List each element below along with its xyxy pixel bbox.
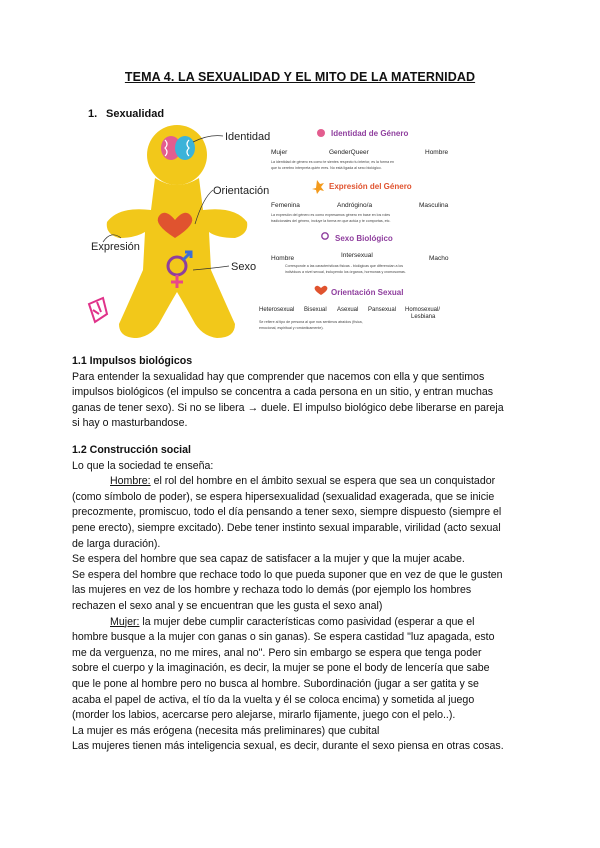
identidad-genero-heading: Identidad de Género	[331, 129, 409, 138]
section-1-2-heading: 1.2 Construcción social	[72, 444, 191, 456]
hombre-paragraph-start	[72, 474, 534, 490]
panel-sexo-biologico	[270, 233, 455, 274]
mujer-label: Mujer:	[110, 615, 140, 628]
mujer-line: sobre el cuerpo y la imaginación, es decir, la mujer se pone el body de lencería que sabe	[72, 662, 490, 675]
mujer-paragraph-start	[72, 615, 534, 631]
identidad-desc-2: que tu cerebro interpreta quién eres. No está ligada al sexo biológico.	[271, 166, 382, 170]
orientacion-scale-1: Heterosexual	[259, 307, 295, 313]
sexo-desc-1: Corresponde a las características físicas - biológicas que diferencian a los	[285, 264, 404, 268]
orientacion-scale-3: Asexual	[337, 307, 359, 313]
panel-identidad-genero	[270, 129, 455, 170]
section-1-title: Sexualidad	[106, 108, 165, 120]
mujer-first-line: la mujer debe cumplir características como pasividad (esperar a que el	[139, 615, 475, 628]
hombre-label: Hombre:	[110, 475, 151, 488]
closing-line: Las mujeres tienen más inteligencia sexual, es decir, durante el sexo piensa en otras cosas.	[72, 740, 504, 753]
figure-small-icon	[312, 180, 324, 194]
genderbread-infographic	[85, 120, 515, 345]
mujer-line: me da verguenza, no me mires, anal no". Pero sin embargo se espera que tenga poder	[72, 646, 482, 659]
hombre-line: pene erecto), siempre excitado). Debe tener instinto sexual imparable, virilidad (acto sexual	[72, 521, 501, 534]
orientacion-sexual-heading: Orientación Sexual	[331, 288, 404, 297]
orientacion-scale-5: Homosexual/	[405, 307, 441, 313]
section-1-1-line: ganas de tener sexo). Si no se libera → duele. El impulso biológico debe liberarse en pareja	[72, 401, 504, 414]
hombre-line: precozmente, promiscuo, todo el día pensando a tener sexo, siempre dispuesto (siempre el	[72, 506, 502, 519]
sexo-scale-right: Macho	[429, 255, 449, 262]
section-1-2	[72, 443, 534, 755]
sexo-biologico-heading: Sexo Biológico	[335, 234, 393, 243]
section-1-1-line: si hay o masturbandose.	[72, 417, 188, 430]
mujer-line: acaba el papel de activa, el tío da la vuelta y él se coloca encima) y sometida al juego	[72, 693, 475, 706]
sexo-scale-left: Hombre	[271, 255, 295, 262]
section-1-2-intro: Lo que la sociedad te enseña:	[72, 459, 214, 472]
hombre-line: de larga duración).	[72, 537, 161, 550]
section-1-1	[72, 354, 534, 432]
panel-expresion-genero	[270, 180, 455, 223]
section-1-1-line: impulsos biológicos (el impulso se concentra a cada persona en un sitio, y entran muchas	[72, 386, 494, 399]
closing-line: La mujer es más erógena (necesita más preliminares) que cubital	[72, 724, 380, 737]
page-title: TEMA 4. LA SEXUALIDAD Y EL MITO DE LA MATERNIDAD	[124, 70, 476, 84]
brain-small-icon	[317, 129, 325, 137]
label-orientacion: Orientación	[213, 185, 270, 197]
expresion-scale-left: Femenina	[271, 202, 300, 209]
brain-icon	[161, 136, 195, 160]
section-1-1-line: Para entender la sexualidad hay que comprender que nacemos con ella y que sentimos	[72, 370, 485, 383]
section-1-heading	[88, 108, 164, 120]
hombre-first-line: el rol del hombre en el ámbito sexual se espera que sea un conquistador	[150, 475, 496, 488]
section-1-1-heading: 1.1 Impulsos biológicos	[72, 355, 193, 367]
orientacion-desc-1: Se refiere al tipo de persona al que nos sentimos atraídos (física,	[259, 320, 363, 324]
expresion-scale-mid: Andrógino/a	[337, 202, 373, 209]
identidad-scale-left: Mujer	[271, 149, 288, 156]
sexo-desc-2: individuos a nivel sexual, incluyendo los órganos, hormonas y cromosomas.	[285, 270, 406, 274]
orientacion-scale-6: Lesbiana	[411, 314, 436, 320]
decorative-scribble	[89, 298, 107, 322]
label-expresion: Expresión	[91, 241, 140, 253]
orientacion-desc-2: emocional, espiritual y románticamente).	[259, 326, 324, 330]
mujer-line: (morder los labios, acercarse pero alejarse, mirarlo fijamente, juego con el pelo..).	[72, 709, 456, 722]
hombre-more-line: las mujeres en vez de los hombre y rechaza todo lo demás (por ejemplo los hombres	[72, 584, 472, 597]
identidad-scale-right: Hombre	[425, 149, 449, 156]
expresion-desc-2: tradicionales del género, incluye la forma en que actúa y te comportas, etc.	[271, 219, 391, 223]
hombre-line: (como símbolo de poder), se espera hipersexualidad (sexualidad exagerada, que se inicie	[72, 490, 495, 503]
orientacion-scale-2: Bisexual	[304, 307, 327, 313]
expresion-desc-1: La expresión del género es como expresamos género en base en los roles	[271, 213, 391, 217]
identidad-scale-mid: GenderQueer	[329, 149, 369, 156]
mujer-line: hombre busque a la mujer con ganas o sin ganas). Se espera castidad "luz apagada, esto	[72, 631, 495, 644]
expresion-scale-right: Masculina	[419, 202, 449, 209]
mujer-line: que le pone al hombre pero no busca al hombre. Subordinación (jugar a ser gatita y se	[72, 677, 479, 690]
hombre-more-line: rechazen el sexo anal y se encuentran que les gusta el sexo anal)	[72, 599, 383, 612]
panel-orientacion-sexual	[259, 286, 455, 330]
section-1-number: 1.	[88, 108, 98, 120]
identidad-desc-1: La identidad de género es como te sientes respecto tu interior, es la forma en	[271, 160, 395, 164]
label-identidad: Identidad	[225, 131, 271, 143]
expresion-genero-heading: Expresión del Género	[329, 182, 412, 191]
hombre-more-line: Se espera del hombre que sea capaz de satisfacer a la mujer y que la mujer acabe.	[72, 553, 465, 566]
orientacion-scale-4: Pansexual	[368, 307, 397, 313]
heart-small-icon	[315, 286, 328, 295]
label-sexo: Sexo	[231, 261, 257, 273]
sexo-scale-mid: Intersexual	[341, 252, 373, 259]
hombre-more-line: Se espera del hombre que rechace todo lo que pueda suponer que en vez de que le gusten	[72, 568, 503, 581]
